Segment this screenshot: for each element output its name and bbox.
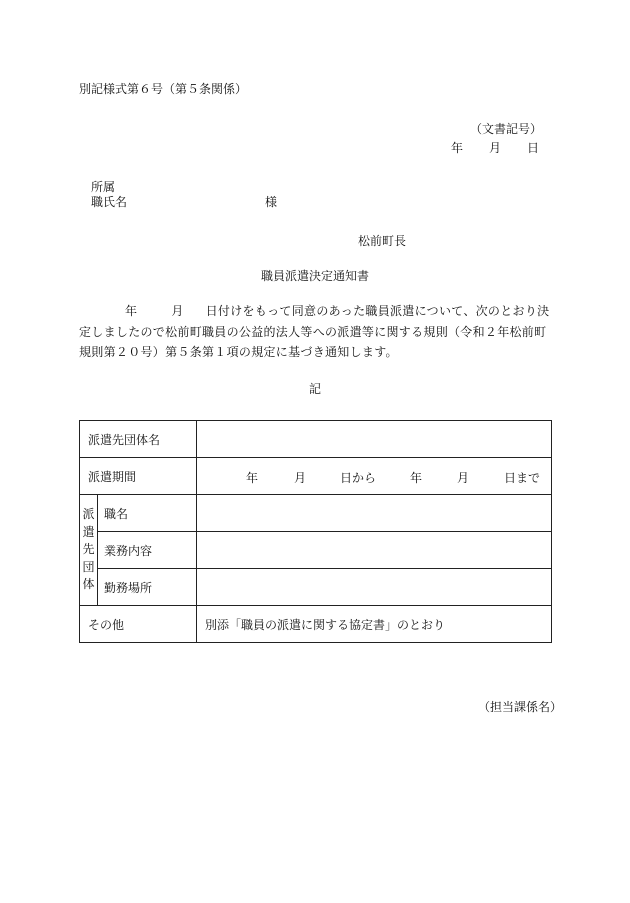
table-row: [80, 606, 552, 643]
ki-heading: 記: [308, 382, 321, 396]
workplace-value: [197, 569, 552, 606]
other-label: その他: [80, 606, 197, 643]
body-date-month: 月: [171, 304, 184, 318]
period-day-to: 日まで: [504, 471, 541, 485]
body-paragraph: 日付けをもって同意のあった職員派遣について、次のとおり決定しましたので松前町職員の公益的法人等への派遣等に関する規則（令和２年松前町規則第２０号）第５条第１項の規定に基づき通知します。: [79, 304, 550, 359]
form-label: 別記様式第６号（第５条関係）: [79, 82, 248, 96]
org-name-value: [197, 421, 552, 458]
table-row: [80, 495, 552, 532]
sender: 松前町長: [358, 234, 407, 248]
period-year-2: 年: [410, 471, 423, 485]
body-date-year: 年: [125, 304, 138, 318]
page-title: 職員派遣決定通知書: [260, 269, 369, 283]
org-name-label: 派遣先団体名: [80, 421, 197, 458]
footer-department: （担当課係名）: [478, 700, 563, 714]
period-month-1: 月: [294, 471, 307, 485]
period-year-1: 年: [246, 471, 259, 485]
duties-value: [197, 532, 552, 569]
table-row: [80, 458, 552, 495]
job-title-label: 職名: [98, 495, 197, 532]
date-year: 年: [451, 141, 464, 155]
recipient-affiliation: 所属: [91, 180, 116, 194]
period-day-from: 日から: [340, 471, 377, 485]
workplace-label: 勤務場所: [98, 569, 197, 606]
recipient-name-label: 職氏名: [91, 195, 128, 209]
table-row: [80, 421, 552, 458]
other-value: 別添「職員の派遣に関する協定書」のとおり: [197, 606, 552, 643]
recipient-honorific: 様: [265, 195, 278, 209]
dispatch-org-group-label: 派 遣 先 団 体: [80, 495, 98, 606]
date-month: 月: [489, 141, 502, 155]
table-row: [80, 532, 552, 569]
document-number: （文書記号）: [470, 122, 543, 136]
table-row: [80, 569, 552, 606]
period-value: [197, 458, 552, 495]
period-label: 派遣期間: [80, 458, 197, 495]
dispatch-table: [79, 420, 552, 643]
period-month-2: 月: [457, 471, 470, 485]
date-day: 日: [527, 141, 540, 155]
duties-label: 業務内容: [98, 532, 197, 569]
job-title-value: [197, 495, 552, 532]
body-text: [79, 301, 551, 363]
date-line: [451, 139, 539, 156]
